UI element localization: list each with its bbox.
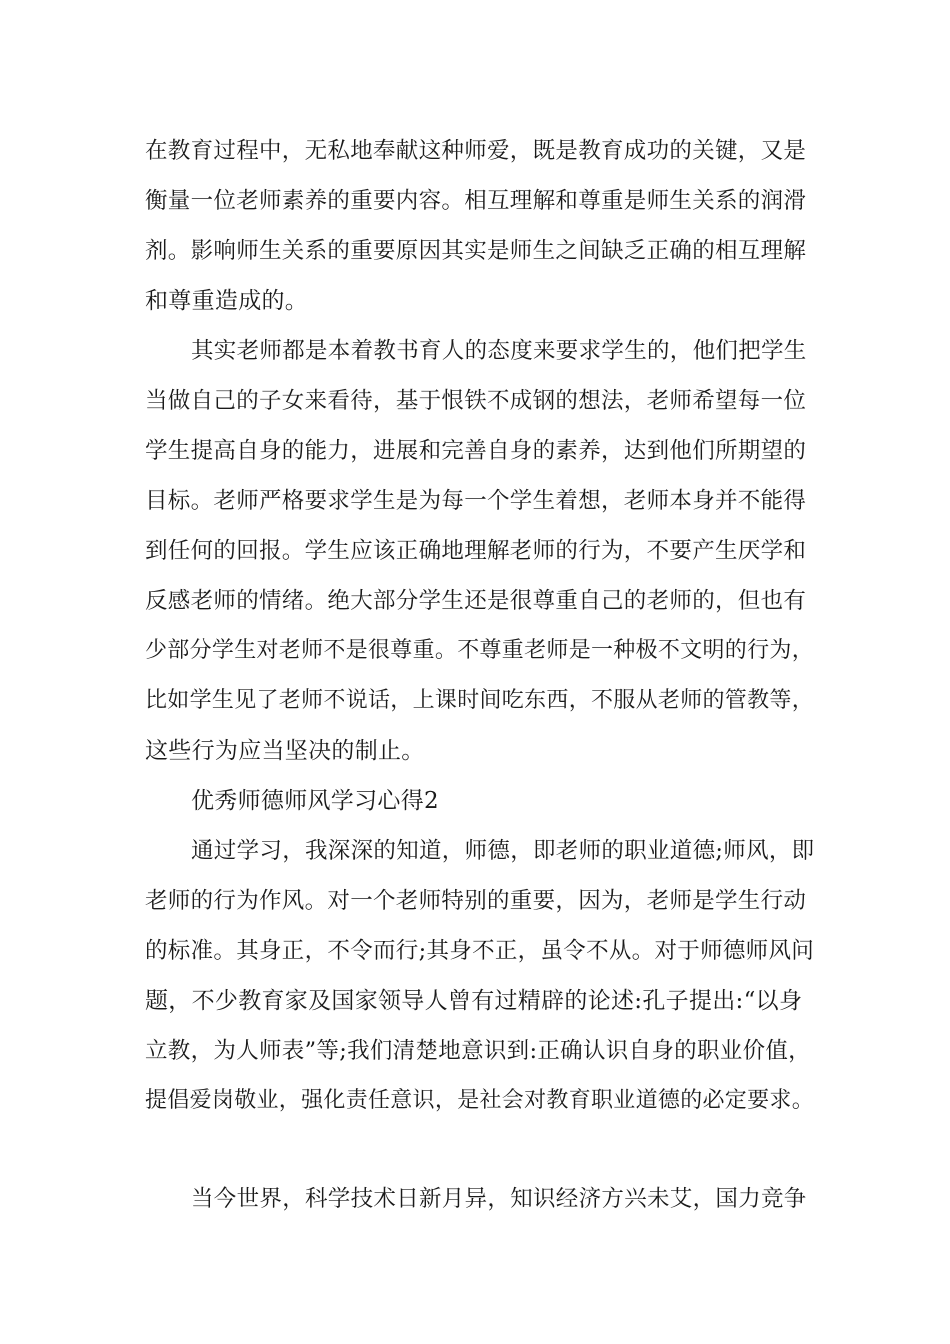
paragraph-1-line-3: 剂。影响师生关系的重要原因其实是师生之间缺乏正确的相互理解 bbox=[145, 238, 807, 264]
paragraph-2-line-9: 这些行为应当坚决的制止。 bbox=[145, 738, 425, 764]
paragraph-2-line-2: 当做自己的子女来看待，基于恨铁不成钢的想法，老师希望每一位 bbox=[145, 388, 807, 414]
paragraph-2-line-5: 到任何的回报。学生应该正确地理解老师的行为，不要产生厌学和 bbox=[145, 538, 807, 564]
paragraph-4-line-1: 当今世界，科学技术日新月异，知识经济方兴未艾，国力竞争 bbox=[191, 1186, 807, 1212]
paragraph-2-line-1: 其实老师都是本着教书育人的态度来要求学生的，他们把学生 bbox=[191, 338, 807, 364]
paragraph-1-line-1: 在教育过程中，无私地奉献这种师爱，既是教育成功的关键，又是 bbox=[145, 138, 807, 164]
paragraph-3-line-6: 提倡爱岗敬业，强化责任意识，是社会对教育职业道德的必定要求。 bbox=[145, 1088, 815, 1113]
paragraph-1-line-4: 和尊重造成的。 bbox=[145, 288, 309, 314]
paragraph-3-line-3: 的标准。其身正，不令而行;其身不正，虽令不从。对于师德师风问 bbox=[145, 938, 815, 964]
paragraph-2-line-8: 比如学生见了老师不说话，上课时间吃东西，不服从老师的管教等， bbox=[145, 688, 815, 713]
paragraph-1-line-2: 衡量一位老师素养的重要内容。相互理解和尊重是师生关系的润滑 bbox=[145, 188, 807, 214]
section-heading: 优秀师德师风学习心得2 bbox=[191, 788, 439, 814]
paragraph-3-line-5: 立教，为人师表”等;我们清楚地意识到:正确认识自身的职业价值， bbox=[145, 1038, 811, 1064]
paragraph-2-line-6: 反感老师的情绪。绝大部分学生还是很尊重自己的老师的，但也有 bbox=[145, 588, 807, 614]
paragraph-3-line-4: 题，不少教育家及国家领导人曾有过精辟的论述:孔子提出:“以身 bbox=[145, 988, 803, 1014]
paragraph-2-line-3: 学生提高自身的能力，进展和完善自身的素养，达到他们所期望的 bbox=[145, 438, 807, 464]
paragraph-3-line-2: 老师的行为作风。对一个老师特别的重要，因为，老师是学生行动 bbox=[145, 888, 807, 914]
paragraph-2-line-4: 目标。老师严格要求学生是为每一个学生着想，老师本身并不能得 bbox=[145, 488, 807, 514]
paragraph-2-line-7: 少部分学生对老师不是很尊重。不尊重老师是一种极不文明的行为， bbox=[145, 638, 815, 663]
paragraph-3-line-1: 通过学习，我深深的知道，师德，即老师的职业道德;师风，即 bbox=[191, 838, 815, 864]
